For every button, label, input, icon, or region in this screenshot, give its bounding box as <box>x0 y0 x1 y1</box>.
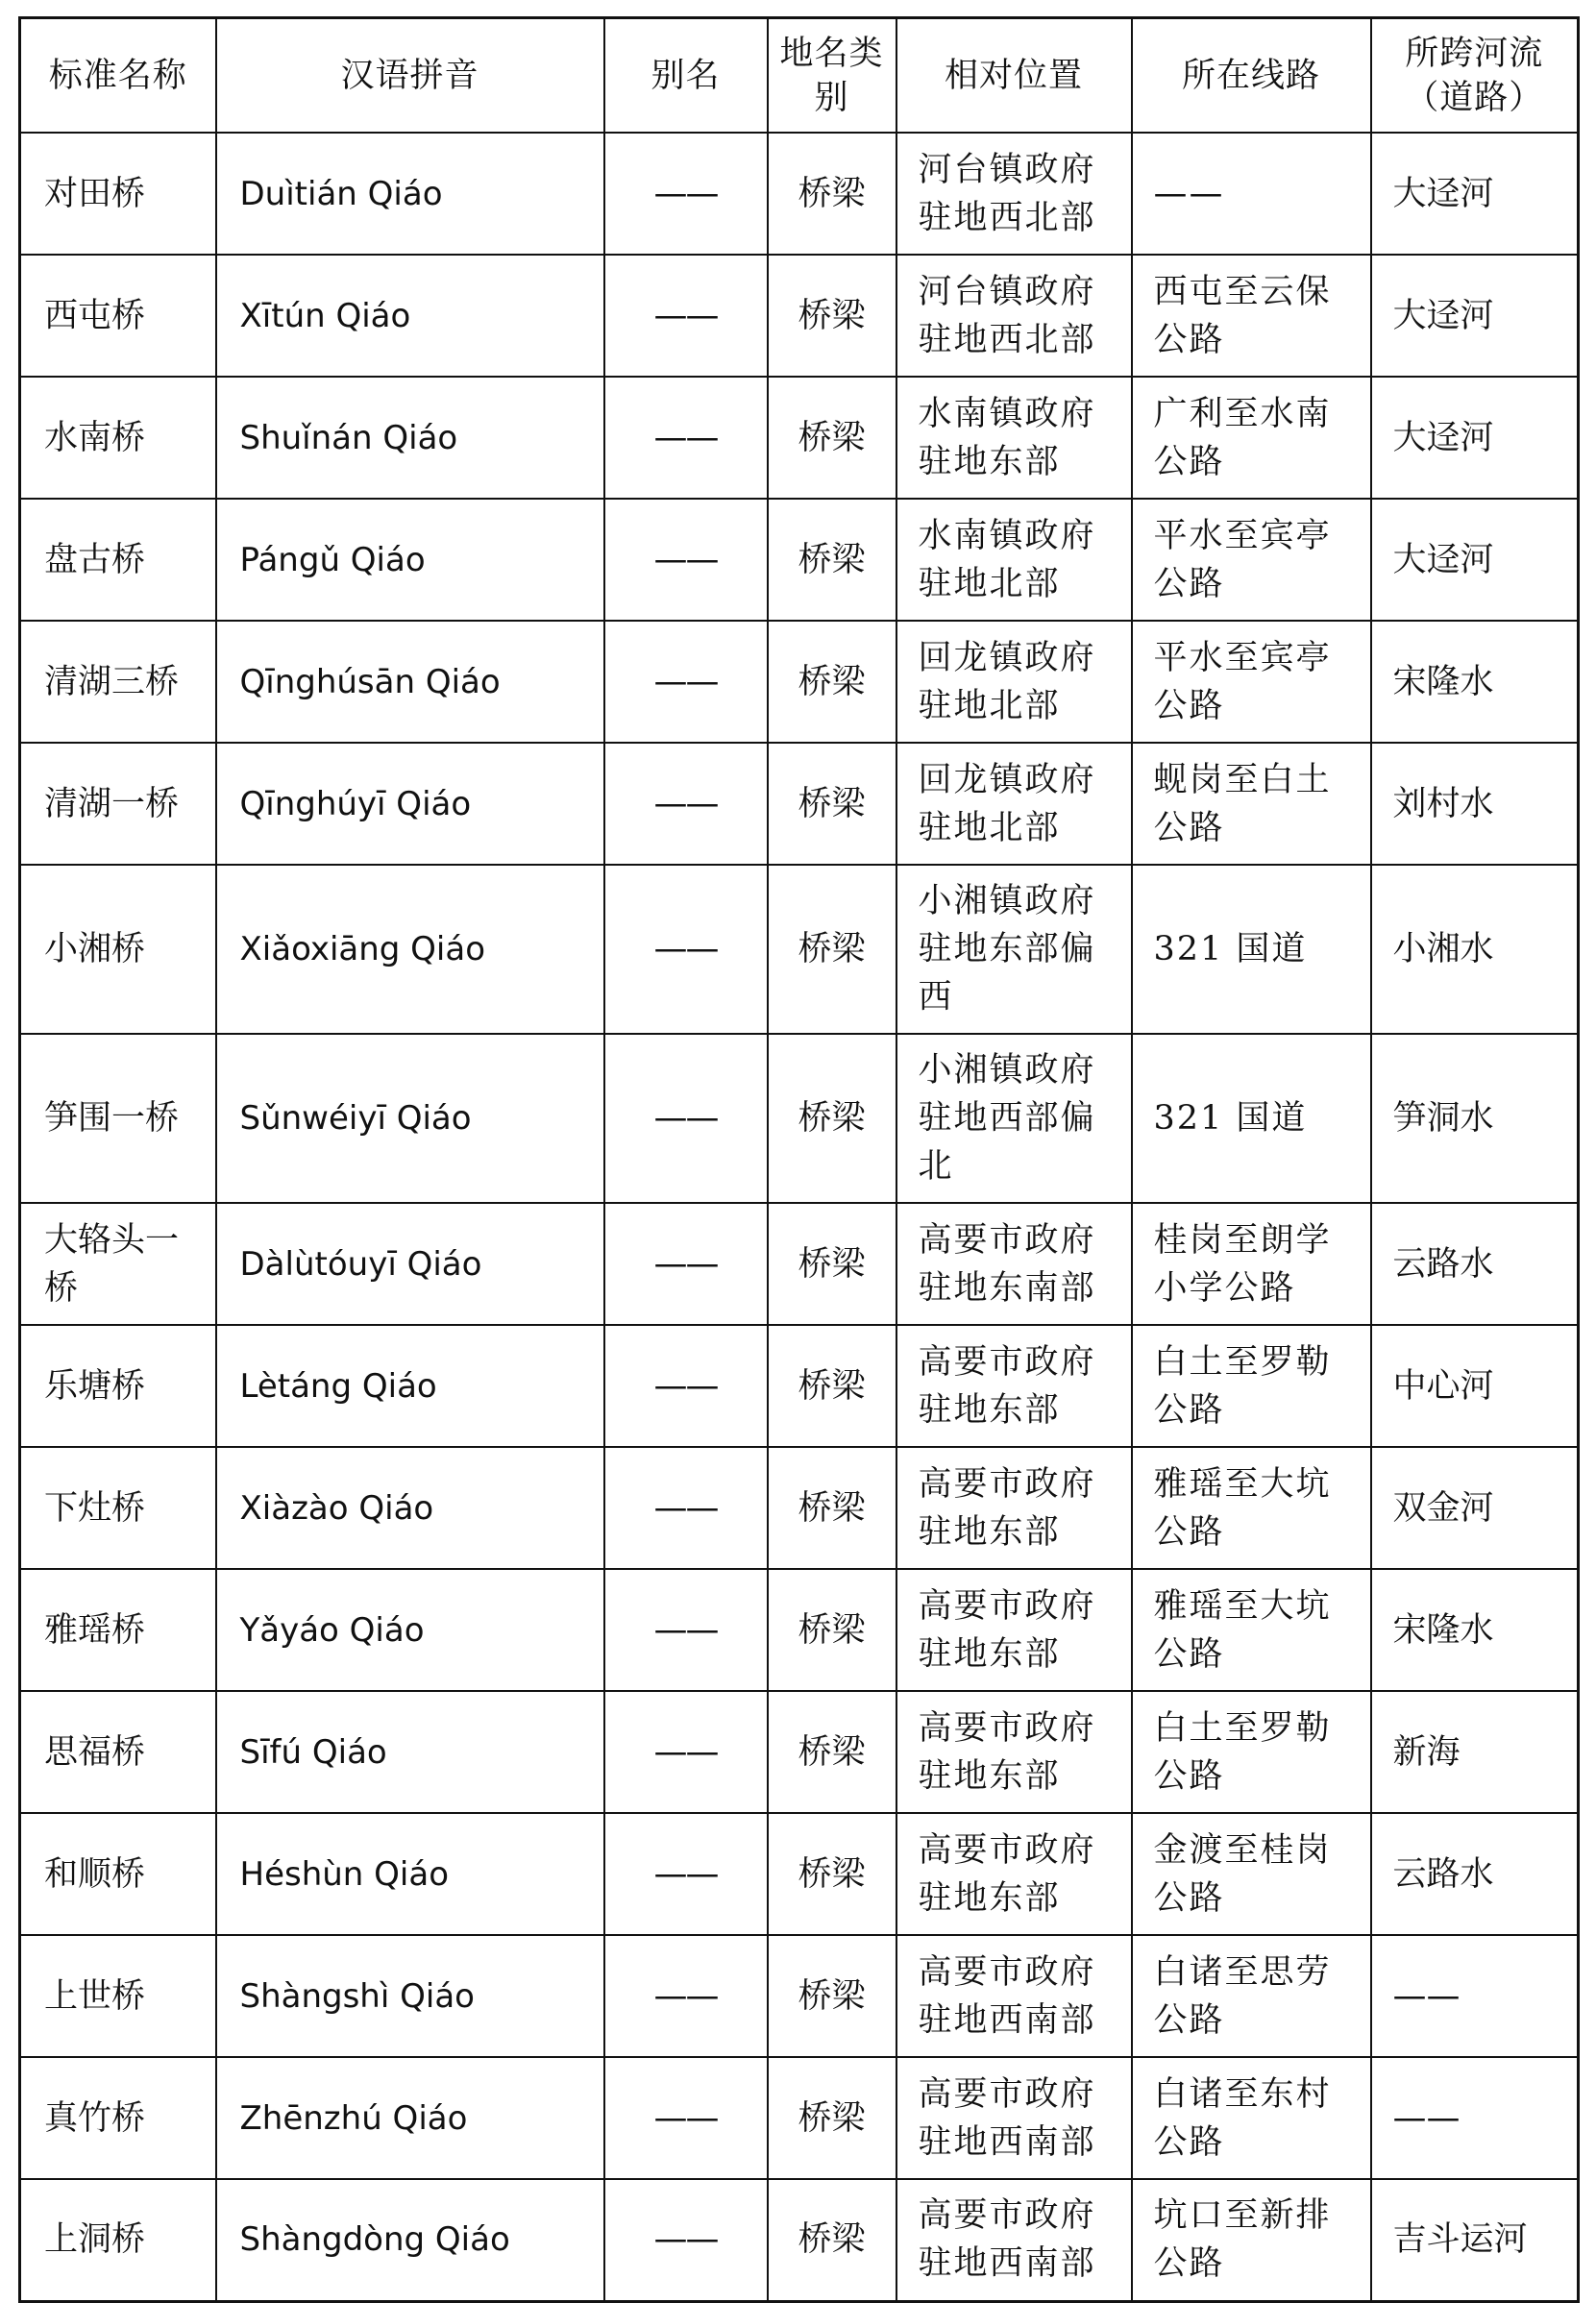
cell-standard-name <box>20 1034 216 1203</box>
cell-standard-name-text: 笋围一桥 <box>44 1099 180 1138</box>
cell-category-text: 桥梁 <box>798 930 866 968</box>
cell-route <box>1132 865 1371 1034</box>
cell-pinyin-text: Dàlùtóuyī Qiáo <box>239 1244 482 1284</box>
cell-route <box>1132 743 1371 865</box>
dash-placeholder: —— <box>653 1488 718 1528</box>
cell-crossed-river <box>1371 1034 1579 1203</box>
cell-relative-position <box>896 1691 1132 1813</box>
cell-pinyin-text: Lètáng Qiáo <box>239 1366 437 1406</box>
cell-alias <box>604 621 768 743</box>
cell-crossed-river-text: 大迳河 <box>1392 296 1494 335</box>
cell-route-text: 西屯至云保公路 <box>1153 272 1332 359</box>
cell-category <box>768 865 896 1034</box>
cell-standard-name <box>20 1935 216 2057</box>
cell-relative-position <box>896 621 1132 743</box>
cell-pinyin-text: Xītún Qiáo <box>239 296 411 335</box>
cell-category-text: 桥梁 <box>798 1099 866 1138</box>
cell-standard-name-text: 下灶桥 <box>44 1488 146 1528</box>
cell-route <box>1132 377 1371 499</box>
header-row <box>20 18 1579 134</box>
table-row <box>20 1034 1579 1203</box>
cell-pinyin <box>216 1691 604 1813</box>
cell-relative-position-text: 小湘镇政府驻地西部偏北 <box>918 1051 1096 1186</box>
cell-route <box>1132 1447 1371 1569</box>
cell-alias <box>604 1034 768 1203</box>
cell-route <box>1132 1813 1371 1935</box>
cell-relative-position <box>896 255 1132 377</box>
cell-crossed-river <box>1371 2057 1579 2179</box>
cell-crossed-river <box>1371 377 1579 499</box>
cell-category-text: 桥梁 <box>798 1732 866 1772</box>
cell-pinyin <box>216 621 604 743</box>
cell-crossed-river-text: 大迳河 <box>1392 174 1494 213</box>
cell-crossed-river-text: 宋隆水 <box>1392 1610 1494 1650</box>
cell-route <box>1132 1203 1371 1325</box>
header-pinyin: 汉语拼音 <box>216 18 604 134</box>
table-row <box>20 2179 1579 2301</box>
cell-route-text: 坑口至新排公路 <box>1153 2196 1332 2284</box>
cell-pinyin <box>216 743 604 865</box>
cell-pinyin-text: Shuǐnán Qiáo <box>239 418 458 457</box>
cell-standard-name <box>20 1325 216 1447</box>
cell-relative-position <box>896 1034 1132 1203</box>
cell-crossed-river-text: 吉斗运河 <box>1392 2220 1528 2260</box>
cell-relative-position <box>896 743 1132 865</box>
cell-route <box>1132 1325 1371 1447</box>
table-row <box>20 1203 1579 1325</box>
cell-category-text: 桥梁 <box>798 296 866 335</box>
table-row <box>20 1935 1579 2057</box>
cell-pinyin-text: Sīfú Qiáo <box>239 1732 387 1772</box>
cell-relative-position-text: 高要市政府驻地西南部 <box>918 1952 1096 2040</box>
table-header <box>20 18 1579 134</box>
cell-crossed-river <box>1371 1203 1579 1325</box>
cell-alias <box>604 1447 768 1569</box>
cell-category <box>768 1034 896 1203</box>
cell-crossed-river-text: 云路水 <box>1392 1244 1494 1284</box>
cell-standard-name <box>20 1691 216 1813</box>
cell-category <box>768 1813 896 1935</box>
header-route: 所在线路 <box>1132 18 1371 134</box>
cell-standard-name-text: 和顺桥 <box>44 1854 146 1894</box>
dash-placeholder: —— <box>653 1732 718 1772</box>
cell-pinyin <box>216 1447 604 1569</box>
cell-category-text: 桥梁 <box>798 1244 866 1284</box>
dash-placeholder: —— <box>653 1244 718 1284</box>
dash-placeholder: —— <box>1392 1976 1461 2016</box>
cell-standard-name <box>20 133 216 255</box>
cell-crossed-river-text: 小湘水 <box>1392 930 1494 968</box>
cell-crossed-river-text: 大迳河 <box>1392 418 1494 457</box>
header-category: 地名类别 <box>768 18 896 134</box>
cell-crossed-river <box>1371 1569 1579 1691</box>
cell-relative-position-text: 高要市政府驻地东部 <box>918 1342 1096 1430</box>
cell-route-text: 蚬岗至白土公路 <box>1153 760 1332 847</box>
table-row <box>20 743 1579 865</box>
cell-alias <box>604 255 768 377</box>
cell-crossed-river <box>1371 1447 1579 1569</box>
cell-standard-name <box>20 2057 216 2179</box>
cell-relative-position <box>896 1813 1132 1935</box>
cell-category-text: 桥梁 <box>798 1366 866 1406</box>
cell-category <box>768 133 896 255</box>
cell-relative-position-text: 回龙镇政府驻地北部 <box>918 760 1096 847</box>
cell-alias <box>604 1203 768 1325</box>
table-row <box>20 2057 1579 2179</box>
cell-category-text: 桥梁 <box>798 174 866 213</box>
cell-pinyin <box>216 1813 604 1935</box>
cell-crossed-river <box>1371 1935 1579 2057</box>
cell-standard-name-text: 大辂头一桥 <box>44 1220 180 1308</box>
cell-category <box>768 1569 896 1691</box>
cell-category-text: 桥梁 <box>798 1488 866 1528</box>
cell-relative-position-text: 河台镇政府驻地西北部 <box>918 272 1096 359</box>
cell-relative-position-text: 水南镇政府驻地东部 <box>918 394 1096 481</box>
cell-route <box>1132 1569 1371 1691</box>
cell-category-text: 桥梁 <box>798 1976 866 2016</box>
cell-alias <box>604 1813 768 1935</box>
cell-category <box>768 1203 896 1325</box>
cell-relative-position-text: 河台镇政府驻地西北部 <box>918 150 1096 237</box>
cell-route <box>1132 621 1371 743</box>
cell-relative-position <box>896 865 1132 1034</box>
cell-crossed-river <box>1371 1325 1579 1447</box>
cell-crossed-river-text: 云路水 <box>1392 1854 1494 1894</box>
cell-category <box>768 499 896 621</box>
dash-placeholder: —— <box>653 930 718 968</box>
table-row <box>20 865 1579 1034</box>
cell-relative-position-text: 小湘镇政府驻地东部偏西 <box>918 882 1096 1017</box>
cell-relative-position-text: 高要市政府驻地东部 <box>918 1464 1096 1552</box>
cell-relative-position <box>896 1935 1132 2057</box>
cell-route-text: 桂岗至朗学小学公路 <box>1153 1220 1332 1308</box>
cell-pinyin <box>216 1935 604 2057</box>
cell-standard-name <box>20 743 216 865</box>
cell-relative-position <box>896 377 1132 499</box>
cell-alias <box>604 377 768 499</box>
cell-route <box>1132 1034 1371 1203</box>
cell-standard-name-text: 上世桥 <box>44 1976 146 2016</box>
cell-standard-name <box>20 1203 216 1325</box>
cell-standard-name-text: 真竹桥 <box>44 2098 146 2138</box>
cell-relative-position-text: 高要市政府驻地东部 <box>918 1830 1096 1918</box>
cell-alias <box>604 2057 768 2179</box>
cell-standard-name <box>20 499 216 621</box>
cell-relative-position <box>896 2179 1132 2301</box>
cell-standard-name-text: 对田桥 <box>44 174 146 213</box>
cell-route <box>1132 1935 1371 2057</box>
cell-category <box>768 2179 896 2301</box>
cell-relative-position-text: 高要市政府驻地东部 <box>918 1708 1096 1796</box>
cell-pinyin-text: Shàngdòng Qiáo <box>239 2220 510 2260</box>
cell-pinyin-text: Qīnghúyī Qiáo <box>239 784 472 823</box>
cell-category <box>768 1447 896 1569</box>
cell-pinyin <box>216 2057 604 2179</box>
cell-pinyin-text: Duìtián Qiáo <box>239 174 443 213</box>
cell-alias <box>604 865 768 1034</box>
cell-route-text: 平水至宾亭公路 <box>1153 638 1332 725</box>
cell-pinyin-text: Yǎyáo Qiáo <box>239 1610 425 1650</box>
cell-crossed-river-text: 大迳河 <box>1392 540 1494 579</box>
cell-standard-name-text: 乐塘桥 <box>44 1366 146 1406</box>
cell-alias <box>604 1325 768 1447</box>
cell-alias <box>604 1569 768 1691</box>
cell-standard-name <box>20 1569 216 1691</box>
cell-standard-name <box>20 255 216 377</box>
cell-pinyin <box>216 1203 604 1325</box>
dash-placeholder: —— <box>653 2220 718 2260</box>
cell-crossed-river-text: 笋洞水 <box>1392 1099 1494 1138</box>
dash-placeholder: —— <box>653 1366 718 1406</box>
cell-category <box>768 377 896 499</box>
cell-pinyin <box>216 1034 604 1203</box>
cell-category-text: 桥梁 <box>798 418 866 457</box>
cell-alias <box>604 499 768 621</box>
cell-crossed-river <box>1371 255 1579 377</box>
cell-pinyin <box>216 377 604 499</box>
cell-standard-name-text: 清湖三桥 <box>44 662 180 701</box>
dash-placeholder: —— <box>653 2098 718 2138</box>
cell-standard-name-text: 清湖一桥 <box>44 784 180 823</box>
cell-pinyin-text: Héshùn Qiáo <box>239 1854 449 1894</box>
cell-category <box>768 1325 896 1447</box>
cell-alias <box>604 133 768 255</box>
table-row <box>20 1569 1579 1691</box>
dash-placeholder: —— <box>1153 174 1225 213</box>
cell-relative-position <box>896 133 1132 255</box>
dash-placeholder: —— <box>653 1976 718 2016</box>
dash-placeholder: —— <box>653 1610 718 1650</box>
cell-standard-name-text: 西屯桥 <box>44 296 146 335</box>
cell-relative-position <box>896 1203 1132 1325</box>
cell-pinyin <box>216 865 604 1034</box>
dash-placeholder: —— <box>653 296 718 335</box>
bridge-gazetteer-table-container <box>18 16 1577 2303</box>
cell-standard-name <box>20 865 216 1034</box>
cell-category-text: 桥梁 <box>798 2220 866 2260</box>
cell-pinyin-text: Xiàzào Qiáo <box>239 1488 434 1528</box>
cell-relative-position-text: 高要市政府驻地东部 <box>918 1586 1096 1674</box>
cell-relative-position-text: 高要市政府驻地西南部 <box>918 2196 1096 2284</box>
cell-pinyin <box>216 499 604 621</box>
cell-category <box>768 255 896 377</box>
cell-crossed-river <box>1371 2179 1579 2301</box>
cell-route-text: 雅瑶至大坑公路 <box>1153 1586 1332 1674</box>
cell-pinyin-text: Sǔnwéiyī Qiáo <box>239 1099 472 1138</box>
table-row <box>20 377 1579 499</box>
cell-route <box>1132 1691 1371 1813</box>
cell-category-text: 桥梁 <box>798 2098 866 2138</box>
table-row <box>20 621 1579 743</box>
cell-pinyin <box>216 133 604 255</box>
table-row <box>20 1447 1579 1569</box>
cell-pinyin <box>216 1569 604 1691</box>
cell-alias <box>604 743 768 865</box>
dash-placeholder: —— <box>653 418 718 457</box>
header-crossed-river: 所跨河流（道路） <box>1371 18 1579 134</box>
cell-crossed-river <box>1371 1813 1579 1935</box>
cell-pinyin <box>216 2179 604 2301</box>
cell-crossed-river-text: 新海 <box>1392 1732 1461 1772</box>
cell-route <box>1132 2057 1371 2179</box>
cell-category <box>768 621 896 743</box>
cell-relative-position <box>896 1569 1132 1691</box>
table-row <box>20 1325 1579 1447</box>
cell-pinyin-text: Qīnghúsān Qiáo <box>239 662 501 701</box>
cell-standard-name-text: 上洞桥 <box>44 2220 146 2260</box>
header-relative-position: 相对位置 <box>896 18 1132 134</box>
cell-pinyin-text: Pángǔ Qiáo <box>239 540 426 579</box>
cell-alias <box>604 1935 768 2057</box>
cell-route-text: 白土至罗勒公路 <box>1153 1708 1332 1796</box>
cell-standard-name <box>20 621 216 743</box>
cell-relative-position-text: 高要市政府驻地西南部 <box>918 2074 1096 2162</box>
cell-route-text: 平水至宾亭公路 <box>1153 516 1332 603</box>
cell-route <box>1132 499 1371 621</box>
dash-placeholder: —— <box>653 1099 718 1138</box>
cell-crossed-river-text: 宋隆水 <box>1392 662 1494 701</box>
cell-route-text: 321 国道 <box>1153 1099 1308 1138</box>
cell-pinyin-text: Shàngshì Qiáo <box>239 1976 475 2016</box>
cell-crossed-river-text: 中心河 <box>1392 1366 1494 1406</box>
cell-crossed-river <box>1371 1691 1579 1813</box>
cell-crossed-river <box>1371 133 1579 255</box>
cell-standard-name-text: 小湘桥 <box>44 930 146 968</box>
cell-crossed-river <box>1371 865 1579 1034</box>
table-body <box>20 133 1579 2301</box>
cell-relative-position-text: 高要市政府驻地东南部 <box>918 1220 1096 1308</box>
cell-standard-name-text: 水南桥 <box>44 418 146 457</box>
cell-crossed-river <box>1371 743 1579 865</box>
header-standard-name: 标准名称 <box>20 18 216 134</box>
cell-route <box>1132 133 1371 255</box>
cell-route <box>1132 255 1371 377</box>
cell-route-text: 雅瑶至大坑公路 <box>1153 1464 1332 1552</box>
cell-crossed-river <box>1371 621 1579 743</box>
header-alias: 别名 <box>604 18 768 134</box>
cell-route-text: 金渡至桂岗公路 <box>1153 1830 1332 1918</box>
cell-standard-name-text: 盘古桥 <box>44 540 146 579</box>
cell-standard-name <box>20 1447 216 1569</box>
cell-standard-name <box>20 377 216 499</box>
cell-category <box>768 743 896 865</box>
cell-standard-name <box>20 2179 216 2301</box>
cell-pinyin <box>216 1325 604 1447</box>
cell-route-text: 白土至罗勒公路 <box>1153 1342 1332 1430</box>
cell-relative-position <box>896 499 1132 621</box>
cell-category <box>768 1935 896 2057</box>
table-row <box>20 1691 1579 1813</box>
dash-placeholder: —— <box>1392 2098 1461 2138</box>
cell-relative-position-text: 水南镇政府驻地北部 <box>918 516 1096 603</box>
cell-relative-position <box>896 1325 1132 1447</box>
dash-placeholder: —— <box>653 784 718 823</box>
cell-pinyin-text: Xiǎoxiāng Qiáo <box>239 930 486 968</box>
cell-pinyin <box>216 255 604 377</box>
bridge-gazetteer-table <box>18 16 1580 2303</box>
cell-crossed-river-text: 刘村水 <box>1392 784 1494 823</box>
cell-category <box>768 2057 896 2179</box>
cell-category-text: 桥梁 <box>798 540 866 579</box>
cell-route-text: 白诸至思劳公路 <box>1153 1952 1332 2040</box>
table-row <box>20 255 1579 377</box>
cell-category-text: 桥梁 <box>798 1854 866 1894</box>
dash-placeholder: —— <box>653 1854 718 1894</box>
cell-category-text: 桥梁 <box>798 784 866 823</box>
cell-route-text: 321 国道 <box>1153 930 1308 968</box>
dash-placeholder: —— <box>653 662 718 701</box>
table-row <box>20 133 1579 255</box>
dash-placeholder: —— <box>653 540 718 579</box>
cell-relative-position-text: 回龙镇政府驻地北部 <box>918 638 1096 725</box>
cell-crossed-river <box>1371 499 1579 621</box>
dash-placeholder: —— <box>653 174 718 213</box>
cell-route-text: 白诸至东村公路 <box>1153 2074 1332 2162</box>
cell-standard-name-text: 雅瑶桥 <box>44 1610 146 1650</box>
cell-standard-name-text: 思福桥 <box>44 1732 146 1772</box>
cell-alias <box>604 2179 768 2301</box>
cell-category <box>768 1691 896 1813</box>
cell-relative-position <box>896 2057 1132 2179</box>
cell-route-text: 广利至水南公路 <box>1153 394 1332 481</box>
table-row <box>20 1813 1579 1935</box>
cell-crossed-river-text: 双金河 <box>1392 1488 1494 1528</box>
cell-category-text: 桥梁 <box>798 1610 866 1650</box>
cell-pinyin-text: Zhēnzhú Qiáo <box>239 2098 468 2138</box>
table-row <box>20 499 1579 621</box>
cell-category-text: 桥梁 <box>798 662 866 701</box>
cell-alias <box>604 1691 768 1813</box>
cell-standard-name <box>20 1813 216 1935</box>
cell-route <box>1132 2179 1371 2301</box>
cell-relative-position <box>896 1447 1132 1569</box>
